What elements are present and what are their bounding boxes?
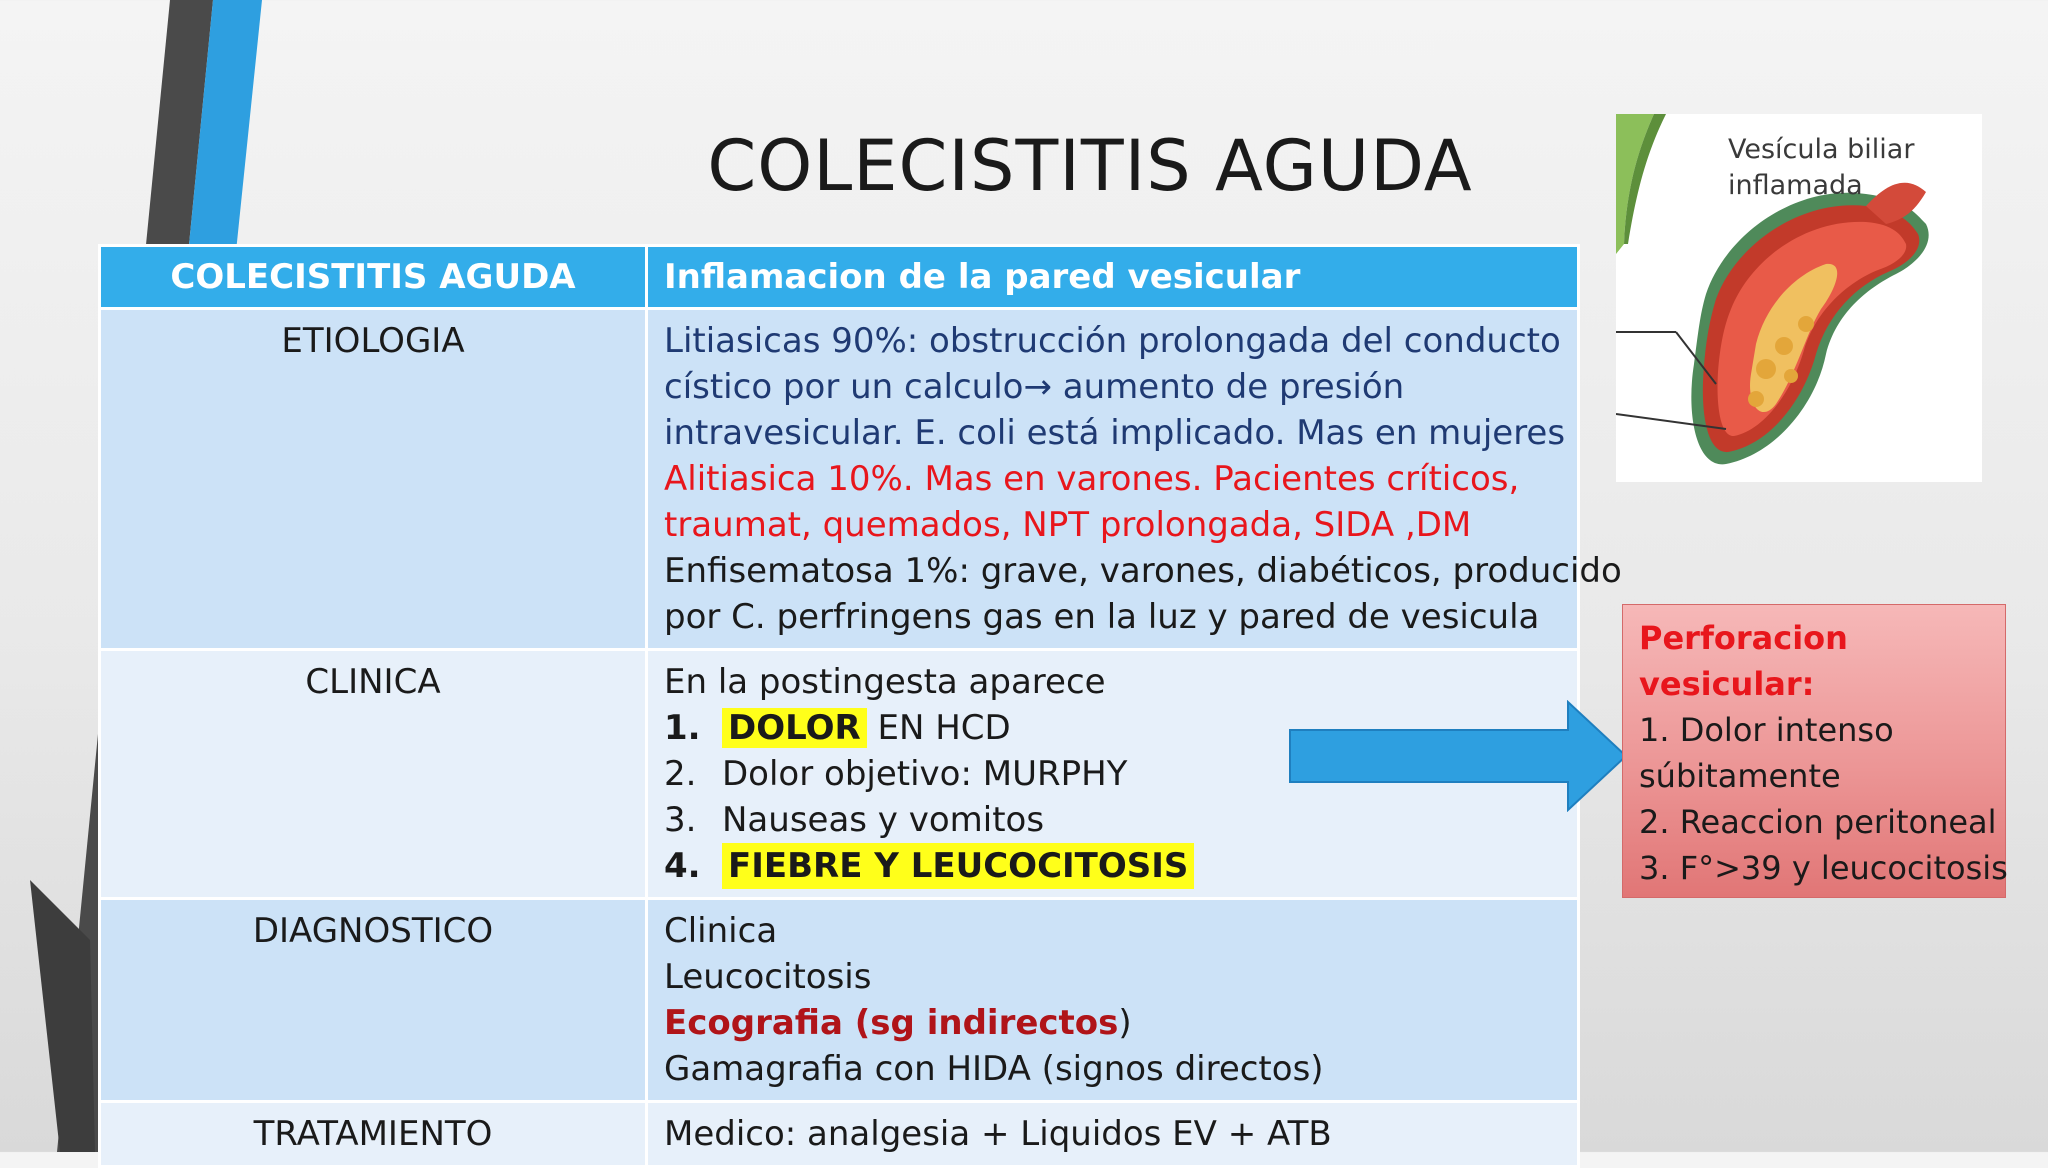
perforacion-item: 1. Dolor intenso [1639,711,1894,749]
gallbladder-illustration [1616,114,1982,482]
clinica-label: CLINICA [100,650,647,899]
ecografia-text: Ecografia (sg indirectos [664,1003,1119,1043]
etiologia-line: cístico por un calculo→ aumento de presión [664,367,1405,407]
right-arrow-icon [1288,700,1628,812]
list-text: Dolor objetivo: MURPHY [722,754,1128,794]
list-text: Nauseas y vomitos [722,800,1045,840]
slide-title: COLECISTITIS AGUDA [707,125,1473,207]
perforacion-item: 3. F°>39 y leucocitosis [1639,849,2008,887]
ecografia-tail: ) [1118,1003,1132,1043]
etiologia-label: ETIOLOGIA [100,309,647,650]
etiologia-line: traumat, quemados, NPT prolongada, SIDA ,DM [664,505,1472,545]
table-row-etiologia [100,309,1579,650]
perforacion-item: 2. Reaccion peritoneal [1639,803,1997,841]
perforacion-title: vesicular: [1639,665,1815,703]
etiologia-content [647,309,1622,650]
highlighted-text: FIEBRE Y LEUCOCITOSIS [722,843,1194,889]
diagnostico-line: Leucocitosis [664,957,872,997]
table-row-tratamiento [100,1102,1579,1167]
etiologia-line: intravesicular. E. coli está implicado. Mas en mujeres [664,413,1566,453]
highlighted-text: DOLOR [722,708,867,748]
diagnostico-line: Clinica [664,911,778,951]
etiologia-line: Litiasicas 90%: obstrucción prolongada del conducto [664,321,1561,361]
clinica-intro: En la postingesta aparece [664,662,1106,702]
tratamiento-label: TRATAMIENTO [100,1102,647,1167]
etiologia-line: Alitiasica 10%. Mas en varones. Pacientes críticos, [664,459,1520,499]
header-cell-title: COLECISTITIS AGUDA [100,246,647,309]
image-caption [1728,132,1914,204]
perforacion-item: súbitamente [1639,757,1841,795]
list-number: 4. [664,846,701,886]
etiologia-line: Enfisematosa 1%: grave, varones, diabéticos, producido [664,551,1622,591]
list-number: 2. [664,754,697,794]
table-row-diagnostico [100,899,1579,1102]
tratamiento-content: Medico: analgesia + Liquidos EV + ATB [647,1102,1579,1167]
list-number: 3. [664,800,697,840]
diagnostico-line: Gamagrafia con HIDA (signos directos) [664,1049,1324,1089]
table-header-row [100,246,1579,309]
diagnostico-line [664,1000,1561,1046]
etiologia-line: por C. perfringens gas en la luz y pared de vesicula [664,597,1540,637]
perforacion-title: Perforacion [1639,619,1848,657]
list-number: 1. [664,708,701,748]
header-cell-definition: Inflamacion de la pared vesicular [647,246,1579,309]
perforacion-box [1622,604,2006,898]
diagnostico-content [647,899,1579,1102]
list-text: EN HCD [866,708,1011,748]
list-item [664,843,1561,889]
caption-line: inflamada [1728,170,1863,201]
diagnostico-label: DIAGNOSTICO [100,899,647,1102]
caption-line: Vesícula biliar [1728,134,1915,165]
